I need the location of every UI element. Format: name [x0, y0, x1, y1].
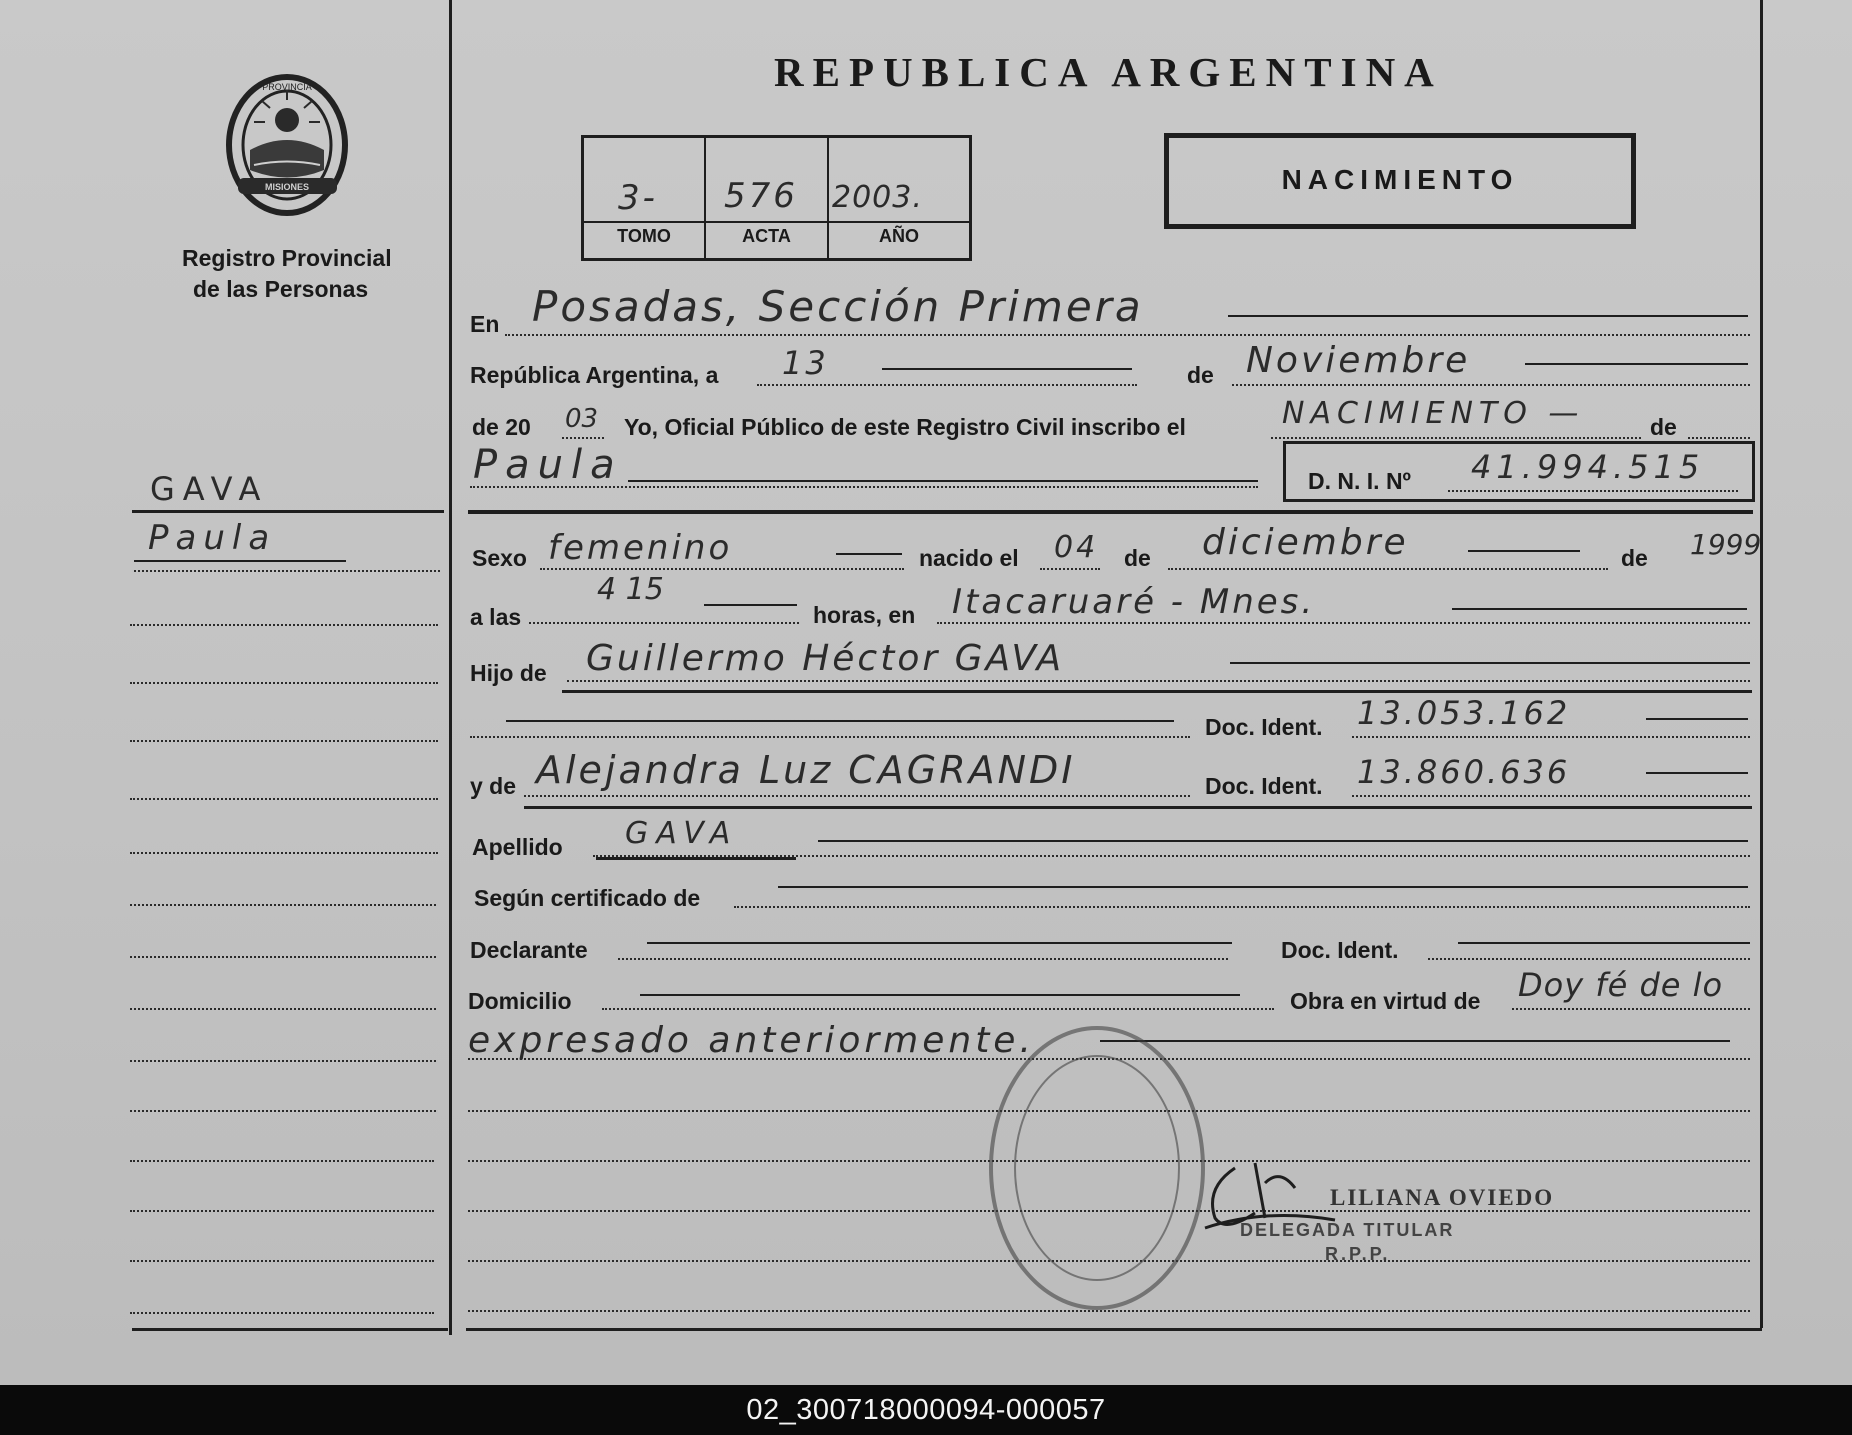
- value-doc-madre: 13.860.636: [1357, 753, 1571, 791]
- acta-label: ACTA: [742, 226, 791, 246]
- value-dia: 13: [782, 344, 829, 382]
- registry-name-line2: de las Personas: [193, 276, 369, 302]
- certificate-type-label: NACIMIENTO: [1281, 164, 1519, 195]
- margin-bottom-rule: [132, 1328, 448, 1331]
- label-de-mes: de: [1187, 362, 1214, 388]
- value-ano-suffix: 03: [565, 404, 599, 434]
- page-title: REPUBLICA ARGENTINA: [774, 49, 1443, 95]
- main-bottom-rule: [466, 1328, 1762, 1331]
- label-doc-ident-declarante: Doc. Ident.: [1281, 937, 1399, 963]
- svg-text:MISIONES: MISIONES: [264, 182, 310, 192]
- label-y-de: y de: [470, 773, 517, 799]
- label-de-nombre: de: [1650, 414, 1677, 440]
- value-apellido: GAVA: [625, 816, 739, 851]
- label-domicilio: Domicilio: [468, 988, 572, 1014]
- official-round-stamp: [985, 1018, 1210, 1318]
- margin-given-name: Paula: [148, 518, 277, 558]
- label-a-las: a las: [470, 604, 522, 630]
- registry-name-line1: Registro Provincial: [182, 245, 392, 271]
- label-de-mes-nac: de: [1124, 545, 1151, 571]
- label-doc-ident-padre: Doc. Ident.: [1205, 714, 1323, 740]
- value-dni: 41.994.515: [1471, 448, 1705, 486]
- value-sexo: femenino: [548, 528, 733, 568]
- value-lugar: Posadas, Sección Primera: [532, 282, 1144, 331]
- acta-value: 576: [724, 176, 798, 216]
- label-nacido-el: nacido el: [919, 545, 1019, 571]
- section-separator: [468, 510, 1753, 514]
- value-doc-padre: 13.053.162: [1357, 694, 1571, 732]
- label-dni: D. N. I. Nº: [1308, 468, 1411, 494]
- tomo-label: TOMO: [617, 226, 671, 246]
- right-border: [1760, 0, 1763, 1328]
- value-dia-nac: 04: [1054, 530, 1099, 565]
- value-obra-cont: expresado anteriormente.: [468, 1020, 1035, 1061]
- label-yo: Yo, Oficial Público de este Registro Civil inscribo el: [624, 414, 1186, 440]
- label-en: En: [470, 311, 500, 337]
- label-hijo-de: Hijo de: [470, 660, 547, 686]
- stamp-role: DELEGADA TITULAR: [1240, 1220, 1455, 1240]
- label-doc-ident-madre: Doc. Ident.: [1205, 773, 1323, 799]
- label-republica: República Argentina, a: [470, 362, 719, 388]
- label-obra: Obra en virtud de: [1290, 988, 1481, 1014]
- value-padre: Guillermo Héctor GAVA: [586, 638, 1065, 679]
- label-de20: de 20: [472, 414, 531, 440]
- label-sexo: Sexo: [472, 545, 527, 571]
- tomo-value: 3-: [618, 178, 658, 218]
- label-horas-en: horas, en: [813, 602, 916, 628]
- value-mes-nac: diciembre: [1202, 522, 1409, 563]
- record-number-box: [581, 135, 972, 261]
- value-obra: Doy fé de lo: [1518, 966, 1724, 1004]
- value-hora: 4 15: [597, 572, 664, 607]
- value-ano-nac: 1999: [1690, 528, 1762, 561]
- certificate-type-box: [1164, 133, 1636, 229]
- label-apellido: Apellido: [472, 834, 563, 860]
- margin-surname: GAVA: [150, 470, 269, 508]
- value-madre: Alejandra Luz CAGRANDI: [536, 748, 1076, 792]
- stamp-name: LILIANA OVIEDO: [1330, 1185, 1555, 1210]
- value-mes: Noviembre: [1246, 340, 1471, 381]
- stamp-abbr: R.P.P.: [1325, 1244, 1391, 1264]
- dni-box: [1283, 441, 1755, 502]
- document-id-footer: 02_300718000094-000057: [0, 1385, 1852, 1435]
- province-seal-emblem: [220, 70, 355, 220]
- ano-label: AÑO: [879, 226, 919, 246]
- label-de-ano-nac: de: [1621, 545, 1648, 571]
- value-nombre: Paula: [473, 442, 623, 488]
- label-declarante: Declarante: [470, 937, 588, 963]
- value-lugar-nac: Itacaruaré - Mnes.: [952, 582, 1316, 622]
- label-segun: Según certificado de: [474, 885, 701, 911]
- left-panel-divider: [449, 0, 452, 1335]
- ano-value: 2003.: [832, 180, 923, 215]
- value-inscribe: NACIMIENTO —: [1282, 396, 1585, 431]
- svg-text:PROVINCIA: PROVINCIA: [262, 82, 312, 92]
